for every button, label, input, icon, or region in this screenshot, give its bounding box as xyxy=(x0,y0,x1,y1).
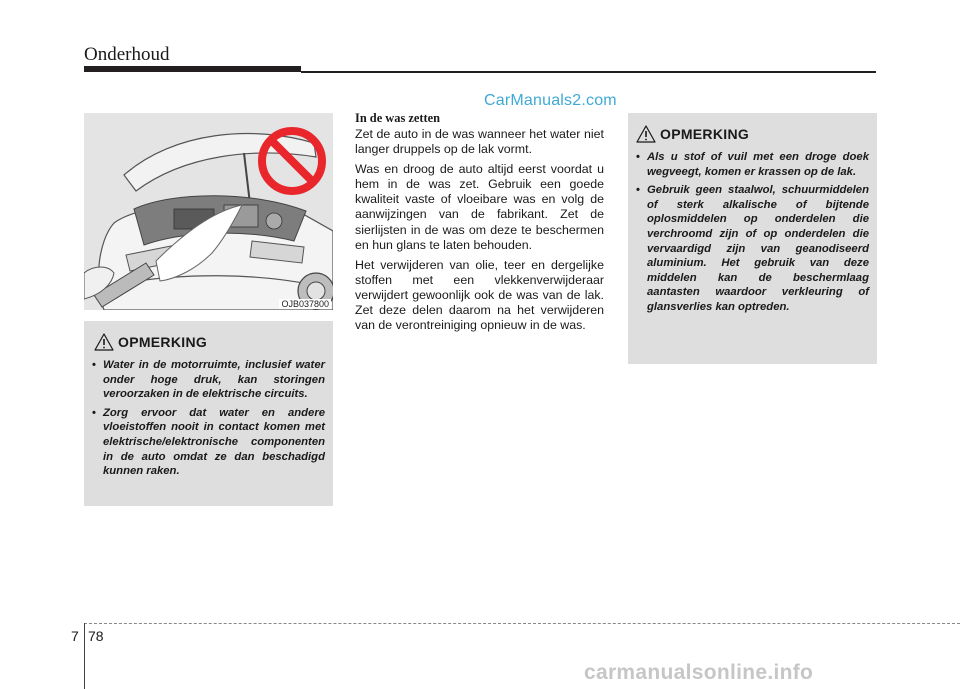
page-number: 78 xyxy=(88,628,104,644)
warning-triangle-icon xyxy=(94,333,114,351)
warning-triangle-icon xyxy=(636,125,656,143)
watermark-top[interactable]: CarManuals2.com xyxy=(484,92,617,109)
waxing-section xyxy=(355,111,604,338)
car-hood-open-image xyxy=(84,113,333,310)
footer-vertical-divider xyxy=(84,623,85,689)
chapter-number: 7 xyxy=(71,628,79,644)
paragraph: Zet de auto in de was wanneer het water niet langer druppels op de lak vormt. xyxy=(355,127,604,157)
note-item: • Als u stof of vuil met een droge doek wegveegt, komen er krassen op de lak. xyxy=(636,150,869,179)
note-title: OPMERKING xyxy=(118,334,208,350)
note-item: • Water in de motorruimte, inclusief water onder hoge druk, kan storingen veroorzaken in de elektrische circuits. xyxy=(92,358,325,402)
section-heading: In de was zetten xyxy=(355,111,441,125)
note-item: • Gebruik geen staalwol, schuurmiddelen of sterk alkalische of bijtende oplosmiddelen op onderdelen die verchroomd zijn of op onderdelen die vervaardigd zijn van geanodiseerd aluminium. Het gebruik van deze middelen kan de beschermlaag aantasten waardoor verkleuring of glansverlies kan optreden. xyxy=(636,183,869,314)
engine-wash-illustration xyxy=(84,113,333,310)
header-rule-thick xyxy=(84,66,301,72)
section-title: Onderhoud xyxy=(84,44,170,65)
watermark-bottom[interactable]: carmanualsonline.info xyxy=(584,661,814,684)
figure-code: OJB037800 xyxy=(281,299,329,309)
note-item: • Zorg ervoor dat water en andere vloeistoffen nooit in contact komen met elektrische/elektronische componenten in de auto omdat ze dan beschadigd kunnen raken. xyxy=(92,406,325,479)
footer-divider xyxy=(84,623,960,624)
paragraph: Het verwijderen van olie, teer en dergelijke stoffen met een vlekkenverwijderaar verwijdert gewoonlijk ook de was van de lak. Zet deze delen daarom na het verwijderen van de verontreiniging opnieuw in de was. xyxy=(355,257,604,333)
header-rule-thin xyxy=(301,71,876,73)
note-paint-care xyxy=(628,113,877,364)
note-title: OPMERKING xyxy=(660,126,750,142)
note-engine-water xyxy=(84,321,333,506)
paragraph: Was en droog de auto altijd eerst voordat u hem in de was zet. Gebruik een goede kwaliteit vaste of vloeibare was en volg de aanwijzingen van de fabrikant. Zet de sierlijsten in de was om deze te beschermen en hun glans te laten behouden. xyxy=(355,162,604,252)
